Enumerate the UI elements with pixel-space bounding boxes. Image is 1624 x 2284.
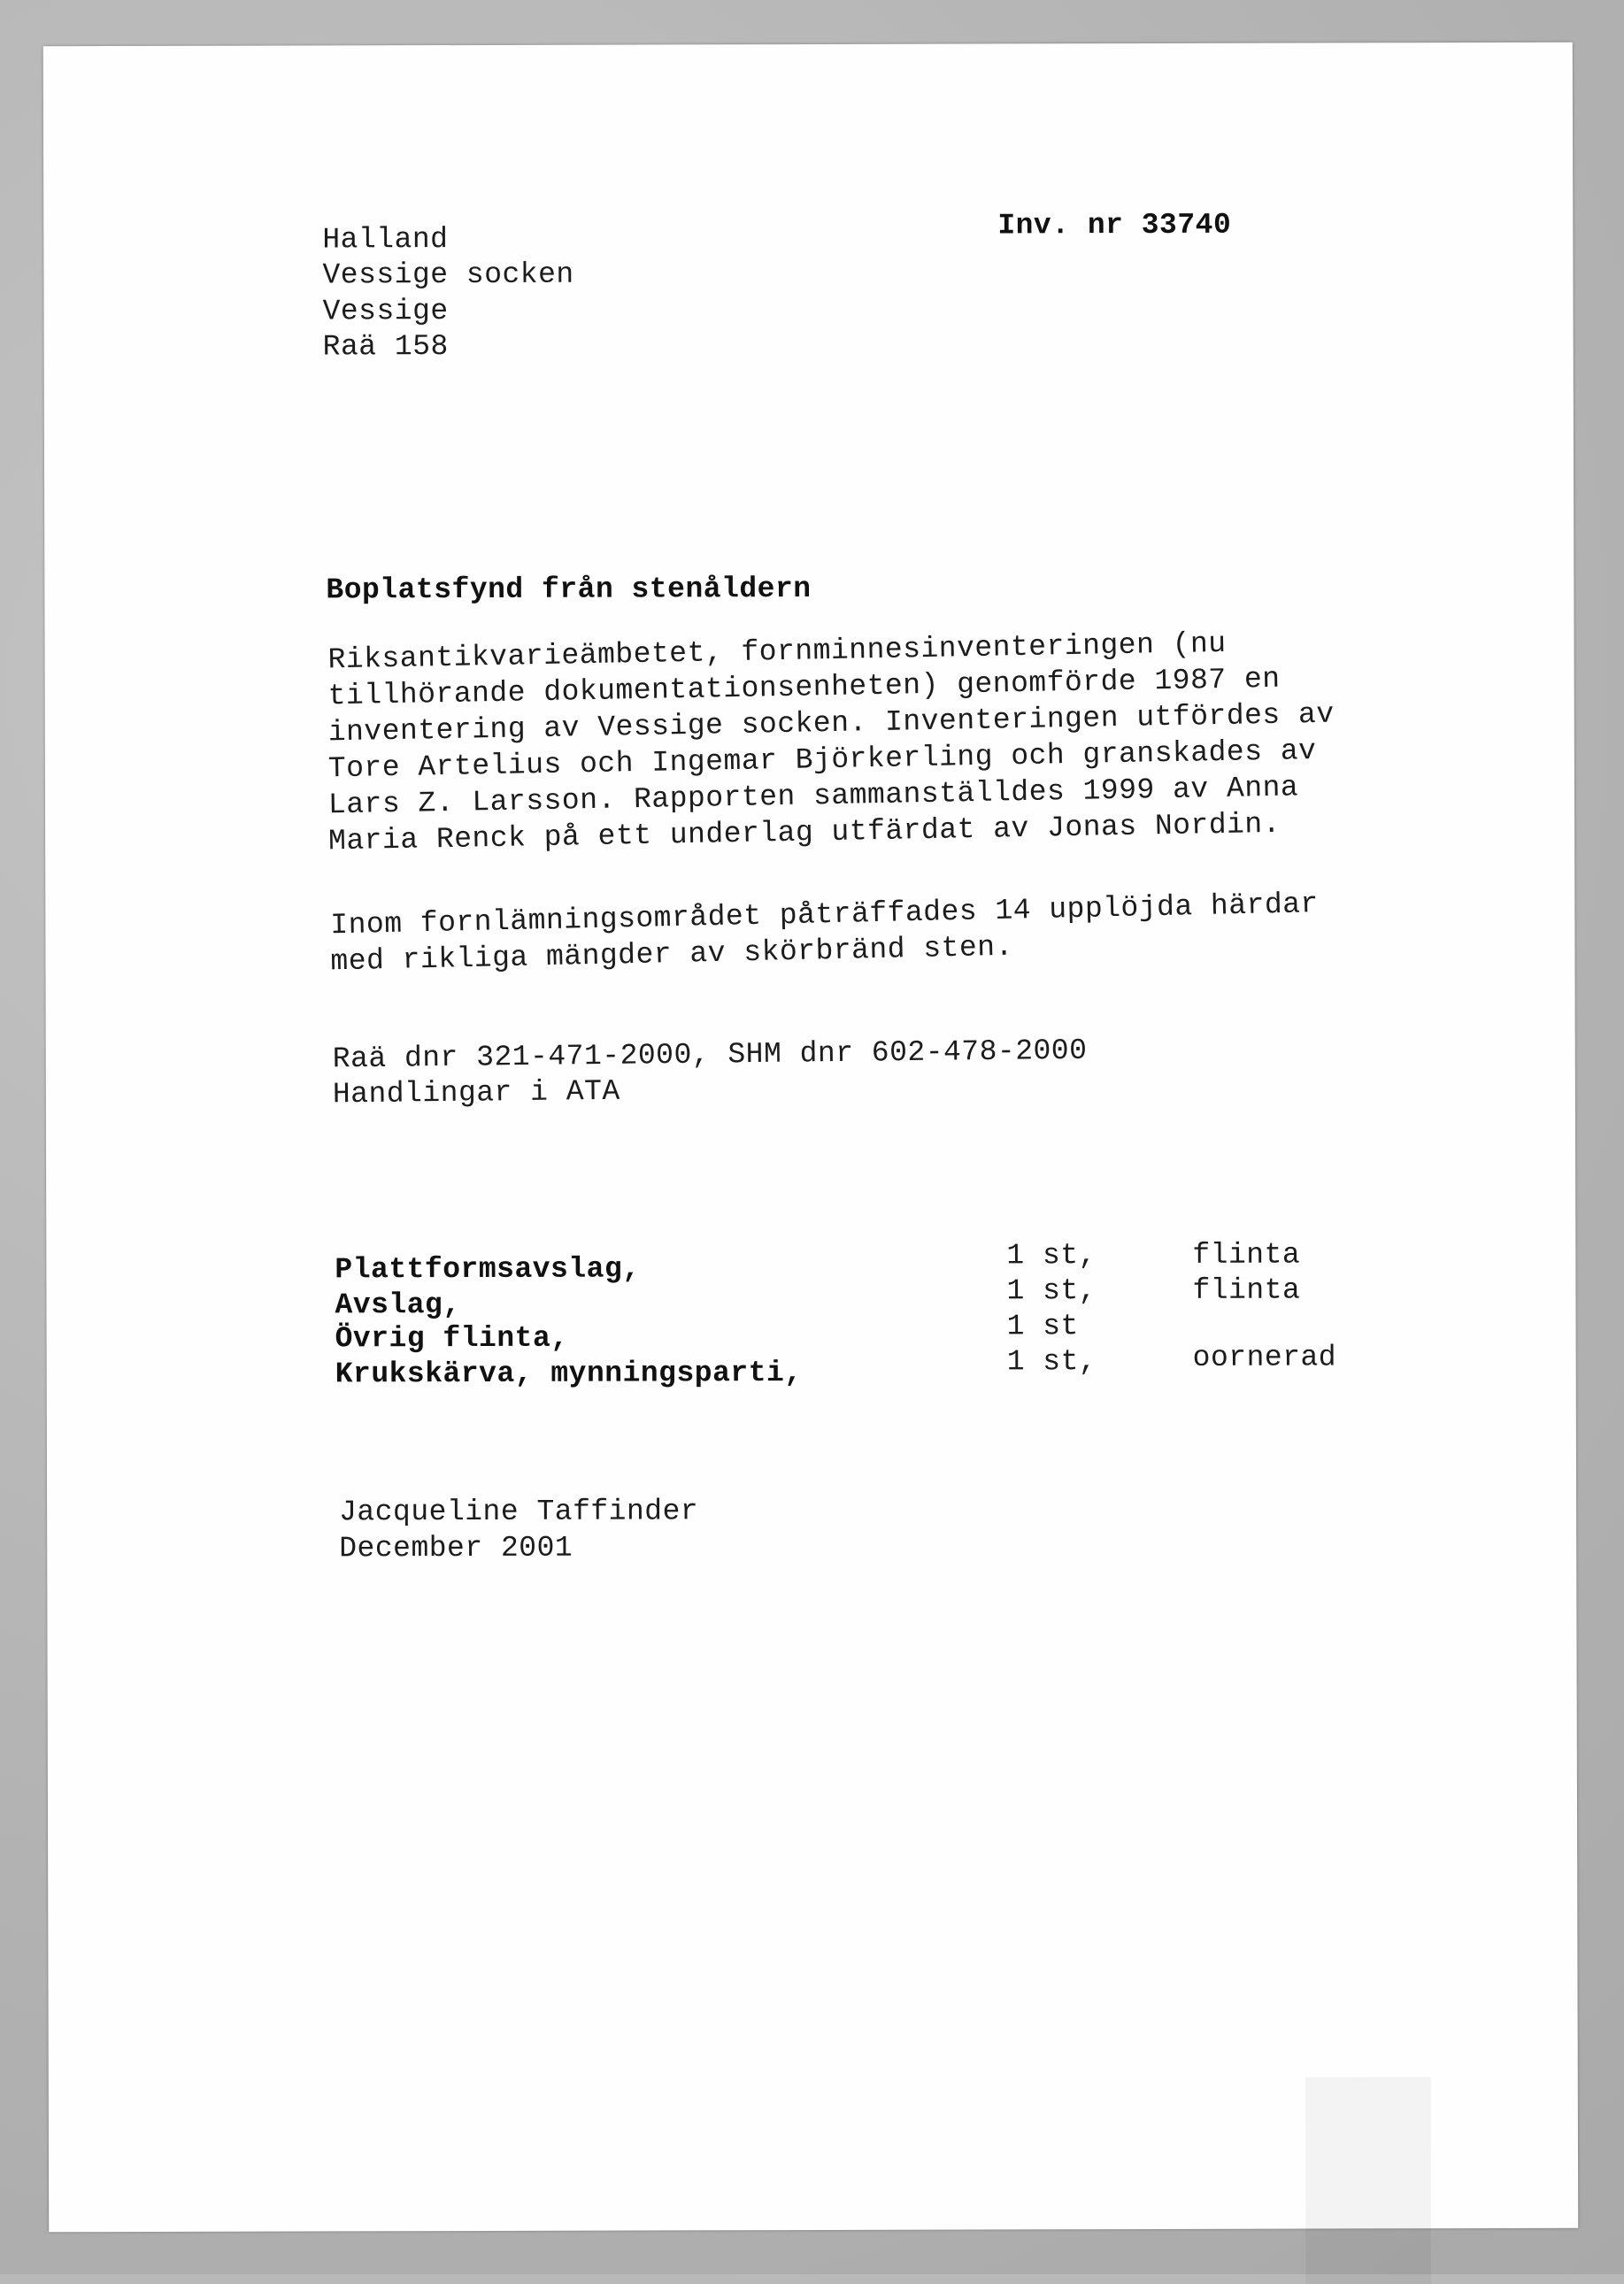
find-item-name: Krukskärva, mynningsparti, — [335, 1357, 803, 1391]
bleed-through-mark — [1305, 2078, 1431, 2280]
find-item-quantity: 1 st, — [1006, 1345, 1097, 1379]
find-item-name: Övrig flinta, — [335, 1321, 569, 1356]
find-item-material: oornerad — [1192, 1341, 1337, 1374]
location-county: Halland — [322, 223, 449, 257]
find-item-row — [46, 1273, 1575, 1322]
inventory-number: Inv. nr 33740 — [997, 208, 1232, 242]
find-item-row — [46, 1237, 1575, 1287]
document-title: Boplatsfynd från stenåldern — [326, 572, 812, 607]
paragraph-1-line: Tore Artelius och Ingemar Björkerling och granskades av — [327, 734, 1317, 786]
find-item-material: flinta — [1192, 1273, 1301, 1307]
location-raa-number: Raä 158 — [322, 330, 449, 364]
paragraph-1-line: Maria Renck på ett underlag utfärdat av Jonas Nordin. — [327, 807, 1281, 858]
reference-line: Raä dnr 321-471-2000, SHM dnr 602-478-2000 — [332, 1034, 1088, 1076]
paragraph-1-line: inventering av Vessige socken. Inventeringen utfördes av — [327, 697, 1335, 750]
location-parish: Vessige socken — [322, 258, 574, 292]
reference-line: Handlingar i ATA — [332, 1074, 620, 1111]
paragraph-2-line: med rikliga mängder av skörbränd sten. — [330, 930, 1014, 979]
find-item-quantity: 1 st — [1006, 1310, 1079, 1343]
document-page — [43, 42, 1578, 2233]
paragraph-1-line: Riksantikvarieämbetet, fornminnesinventeringen (nu — [327, 627, 1227, 677]
find-item-row — [47, 1308, 1576, 1356]
find-item-row — [47, 1341, 1576, 1391]
location-place: Vessige — [322, 295, 449, 328]
find-item-quantity: 1 st, — [1006, 1274, 1097, 1308]
paragraph-2-line: Inom fornlämningsområdet påträffades 14 upplöjda härdar — [329, 888, 1320, 942]
find-item-material: flinta — [1192, 1238, 1301, 1272]
signature-date: December 2001 — [339, 1531, 573, 1565]
paragraph-1-line: Lars Z. Larsson. Rapporten sammanställdes 1999 av Anna — [327, 771, 1299, 822]
signature-author: Jacqueline Taffinder — [339, 1495, 699, 1529]
find-item-quantity: 1 st, — [1006, 1239, 1097, 1273]
find-item-name: Plattformsavslag, — [335, 1252, 641, 1287]
paragraph-1-line: tillhörande dokumentationsenheten) genomförde 1987 en — [327, 662, 1281, 713]
find-item-name: Avslag, — [335, 1288, 461, 1322]
